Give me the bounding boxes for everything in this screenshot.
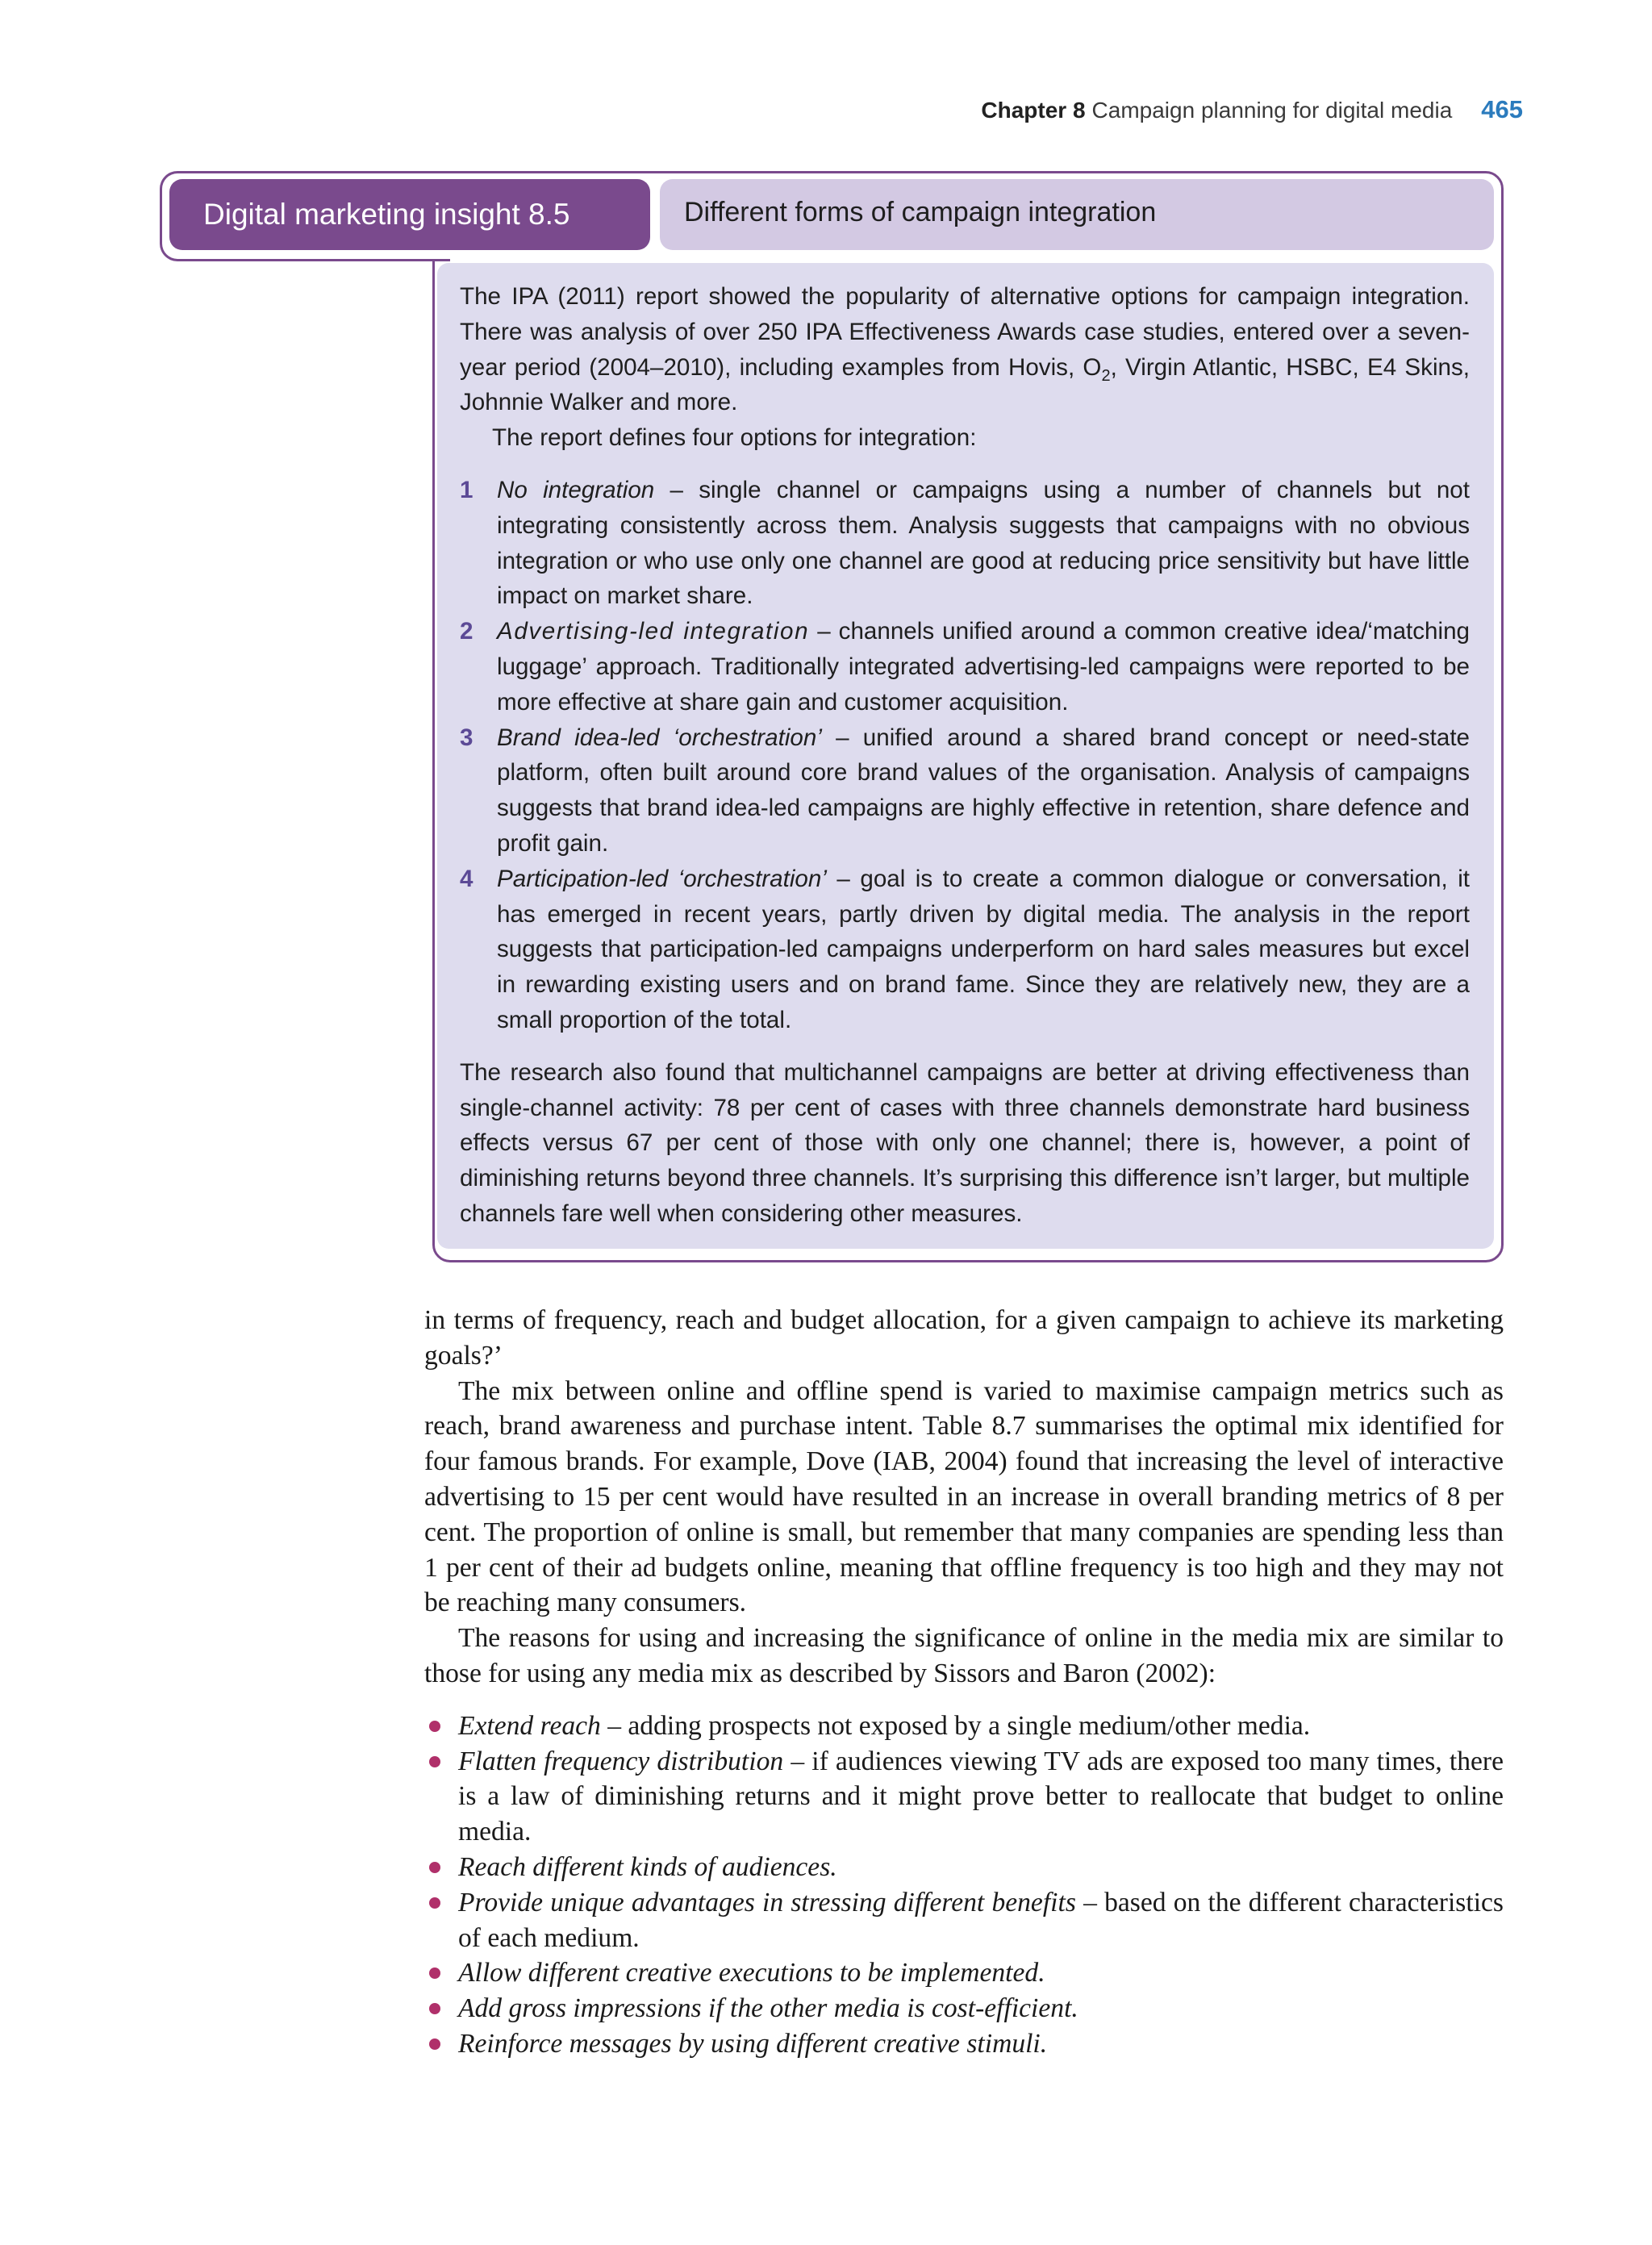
bullet-term: Allow different creative executions to be implemented. <box>458 1958 1045 1988</box>
main-text <box>424 1303 1504 2062</box>
list-item <box>424 1850 1504 1885</box>
item-text: – unified around a shared brand concept or need-state platform, often built around core brand values of the organisation. Analysis of campaigns suggests that brand idea-led campaigns are highly effective in retention, share defence and profit gain. <box>497 724 1470 857</box>
body-paragraph-3: The reasons for using and increasing the significance of online in the media mix are similar to those for using any media mix as described by Sissors and Baron (2002): <box>424 1623 1504 1688</box>
bullet-term: Reach different kinds of audiences. <box>458 1851 837 1882</box>
body-paragraph-1: in terms of frequency, reach and budget allocation, for a given campaign to achieve its marketing goals?’ <box>424 1305 1504 1371</box>
bullet-text: – if audiences viewing TV ads are exposed too many times, there is a law of diminishing returns and it might prove better to reallocate that budget to online media. <box>458 1746 1504 1847</box>
list-item <box>460 473 1470 614</box>
item-text: – goal is to create a common dialogue or conversation, it has emerged in recent years, partly driven by digital media. The analysis in the report suggests that participation-led campaigns underperform on hard sales measures but excel in rewarding existing users and on brand fame. Since they are relatively new, they are a small proportion of the total. <box>497 865 1470 1033</box>
bullet-text: – based on the different characteristics of each medium. <box>458 1887 1504 1953</box>
insight-intro-2: The report defines four options for integration: <box>492 424 977 452</box>
list-item <box>460 720 1470 862</box>
item-term: No integration <box>497 476 655 503</box>
media-mix-reasons-list <box>424 1709 1504 2062</box>
item-term: Advertising-led integration <box>497 618 810 645</box>
bullet-term: Flatten frequency distribution <box>458 1746 784 1776</box>
list-item <box>424 1885 1504 1956</box>
chapter-title: Campaign planning for digital media <box>1091 98 1453 123</box>
insight-tab-label: Digital marketing insight 8.5 <box>169 179 650 250</box>
bullet-term: Extend reach <box>458 1710 601 1741</box>
bullet-text: – adding prospects not exposed by a single medium/other media. <box>600 1710 1311 1741</box>
list-item <box>460 614 1470 720</box>
list-item <box>424 1744 1504 1850</box>
list-item <box>424 1991 1504 2026</box>
item-number: 3 <box>460 724 473 751</box>
bullet-icon <box>429 2003 440 2014</box>
insight-intro-text-end: , Virgin Atlantic, HSBC, E4 Skins, Johnnie Walker and more. <box>460 353 1470 416</box>
insight-body <box>437 263 1494 1249</box>
list-item <box>424 1709 1504 1744</box>
insight-intro-text: The IPA (2011) report showed the popularity of alternative options for campaign integration. There was analysis of over 250 IPA Effectiveness Awards case studies, entered over a seven-year period (2004–2010), including examples from Hovis, O <box>460 283 1470 381</box>
list-item <box>424 1955 1504 1991</box>
list-item <box>424 2026 1504 2062</box>
bullet-term: Add gross impressions if the other media is cost-efficient. <box>458 1993 1078 2024</box>
item-term: Brand idea-led ‘orchestration’ <box>497 724 822 751</box>
insight-closing: The research also found that multichannel campaigns are better at driving effectiveness than single-channel activity: 78 per cent of cases with three channels demonstrate hard business effects versus 67 per cent of those with only one channel; there is, however, a point of diminishing returns beyond three channels. It’s surprising this difference isn’t larger, but multiple channels fare well when considering other measures. <box>460 1058 1470 1227</box>
list-item <box>460 862 1470 1038</box>
insight-title: Different forms of campaign integration <box>660 179 1494 250</box>
item-number: 2 <box>460 618 473 645</box>
page-number: 465 <box>1481 95 1523 123</box>
item-number: 4 <box>460 865 473 892</box>
bullet-icon <box>429 1862 440 1873</box>
body-paragraph-2: The mix between online and offline spend is varied to maximise campaign metrics such as reach, brand awareness and purchase intent. Table 8.7 summarises the optimal mix identified for four famous brands. For example, Dove (IAB, 2004) found that increasing the level of interactive advertising to 15 per cent would have resulted in an increase in overall branding metrics of 8 per cent. The proportion of online is small, but remember that many companies are spending less than 1 per cent of their ad budgets online, meaning that offline frequency is too high and they may not be reaching many consumers. <box>424 1375 1504 1618</box>
item-term: Participation-led ‘orchestration’ <box>497 865 827 892</box>
insight-intro <box>460 279 1470 420</box>
running-header <box>981 95 1523 127</box>
item-text: – single channel or campaigns using a number of channels but not integrating consistently across them. Analysis suggests that campaigns with no obvious integration or who use only one channel are good at reducing price sensitivity but have little impact on market share. <box>497 476 1470 610</box>
bullet-icon <box>429 1721 440 1732</box>
bullet-term: Reinforce messages by using different creative stimuli. <box>458 2028 1048 2059</box>
bullet-icon <box>429 1968 440 1979</box>
item-number: 1 <box>460 476 473 503</box>
bullet-icon <box>429 1897 440 1909</box>
insight-intro-subscript: 2 <box>1101 366 1111 385</box>
integration-options-list <box>460 473 1470 1038</box>
bullet-icon <box>429 2038 440 2050</box>
bullet-icon <box>429 1756 440 1767</box>
item-text: – channels unified around a common creative idea/‘matching luggage’ approach. Traditionally integrated advertising-led campaigns were reported to be more effective at share gain and customer acquisition. <box>497 618 1470 716</box>
bullet-term: Provide unique advantages in stressing different benefits <box>458 1887 1076 1917</box>
chapter-label: Chapter 8 <box>981 98 1086 123</box>
